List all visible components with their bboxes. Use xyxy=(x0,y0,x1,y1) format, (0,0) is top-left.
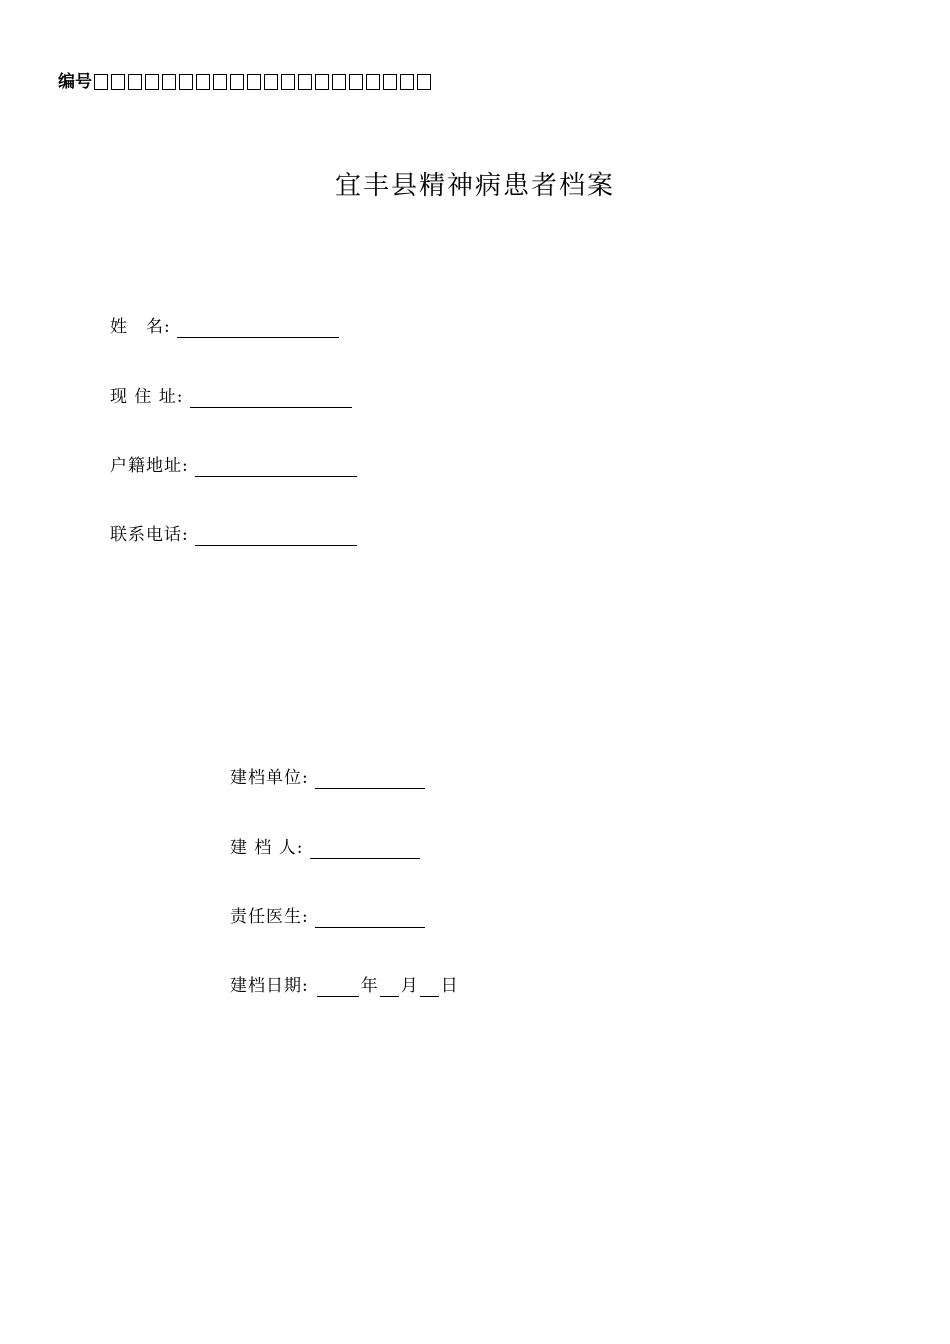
serial-digit-box[interactable] xyxy=(366,74,380,90)
filing-person-label: 建 档 人: xyxy=(230,838,304,858)
name-input-line[interactable] xyxy=(177,319,339,338)
serial-digit-box[interactable] xyxy=(94,74,108,90)
phone-input-line[interactable] xyxy=(195,527,357,546)
serial-number xyxy=(58,70,431,94)
registered-address-label: 户籍地址: xyxy=(110,456,189,476)
serial-digit-box[interactable] xyxy=(383,74,397,90)
serial-digit-box[interactable] xyxy=(230,74,244,90)
phone-field xyxy=(110,522,357,546)
filing-date-field xyxy=(230,973,460,997)
serial-digit-box[interactable] xyxy=(213,74,227,90)
filing-unit-field xyxy=(230,765,425,789)
current-address-input-line[interactable] xyxy=(190,389,352,408)
registered-address-field xyxy=(110,453,357,477)
serial-digit-box[interactable] xyxy=(111,74,125,90)
name-label: 姓 名: xyxy=(110,317,171,337)
serial-digit-box[interactable] xyxy=(400,74,414,90)
serial-digit-box[interactable] xyxy=(128,74,142,90)
month-unit: 月 xyxy=(400,976,418,996)
year-unit: 年 xyxy=(360,976,378,996)
serial-digit-box[interactable] xyxy=(162,74,176,90)
serial-digit-box[interactable] xyxy=(281,74,295,90)
month-input-line[interactable] xyxy=(380,978,399,997)
doctor-label: 责任医生: xyxy=(230,907,309,927)
serial-digit-box[interactable] xyxy=(264,74,278,90)
document-title: 宜丰县精神病患者档案 xyxy=(334,171,615,201)
filing-unit-label: 建档单位: xyxy=(230,768,309,788)
year-input-line[interactable] xyxy=(317,978,359,997)
current-address-field xyxy=(110,384,352,408)
name-field xyxy=(110,314,339,338)
day-input-line[interactable] xyxy=(420,978,439,997)
filing-date-label: 建档日期: xyxy=(230,976,309,996)
serial-digit-box[interactable] xyxy=(332,74,346,90)
serial-digit-box[interactable] xyxy=(315,74,329,90)
filing-person-field xyxy=(230,835,420,859)
registered-address-input-line[interactable] xyxy=(195,458,357,477)
day-unit: 日 xyxy=(440,976,458,996)
serial-digit-box[interactable] xyxy=(196,74,210,90)
serial-digit-box[interactable] xyxy=(417,74,431,90)
filing-unit-input-line[interactable] xyxy=(315,770,425,789)
serial-boxes xyxy=(94,74,431,90)
serial-digit-box[interactable] xyxy=(247,74,261,90)
current-address-label: 现 住 址: xyxy=(110,387,184,407)
serial-digit-box[interactable] xyxy=(145,74,159,90)
phone-label: 联系电话: xyxy=(110,525,189,545)
doctor-input-line[interactable] xyxy=(315,909,425,928)
doctor-field xyxy=(230,904,425,928)
serial-digit-box[interactable] xyxy=(349,74,363,90)
filing-person-input-line[interactable] xyxy=(310,840,420,859)
serial-label: 编号 xyxy=(58,72,92,92)
serial-digit-box[interactable] xyxy=(179,74,193,90)
serial-digit-box[interactable] xyxy=(298,74,312,90)
